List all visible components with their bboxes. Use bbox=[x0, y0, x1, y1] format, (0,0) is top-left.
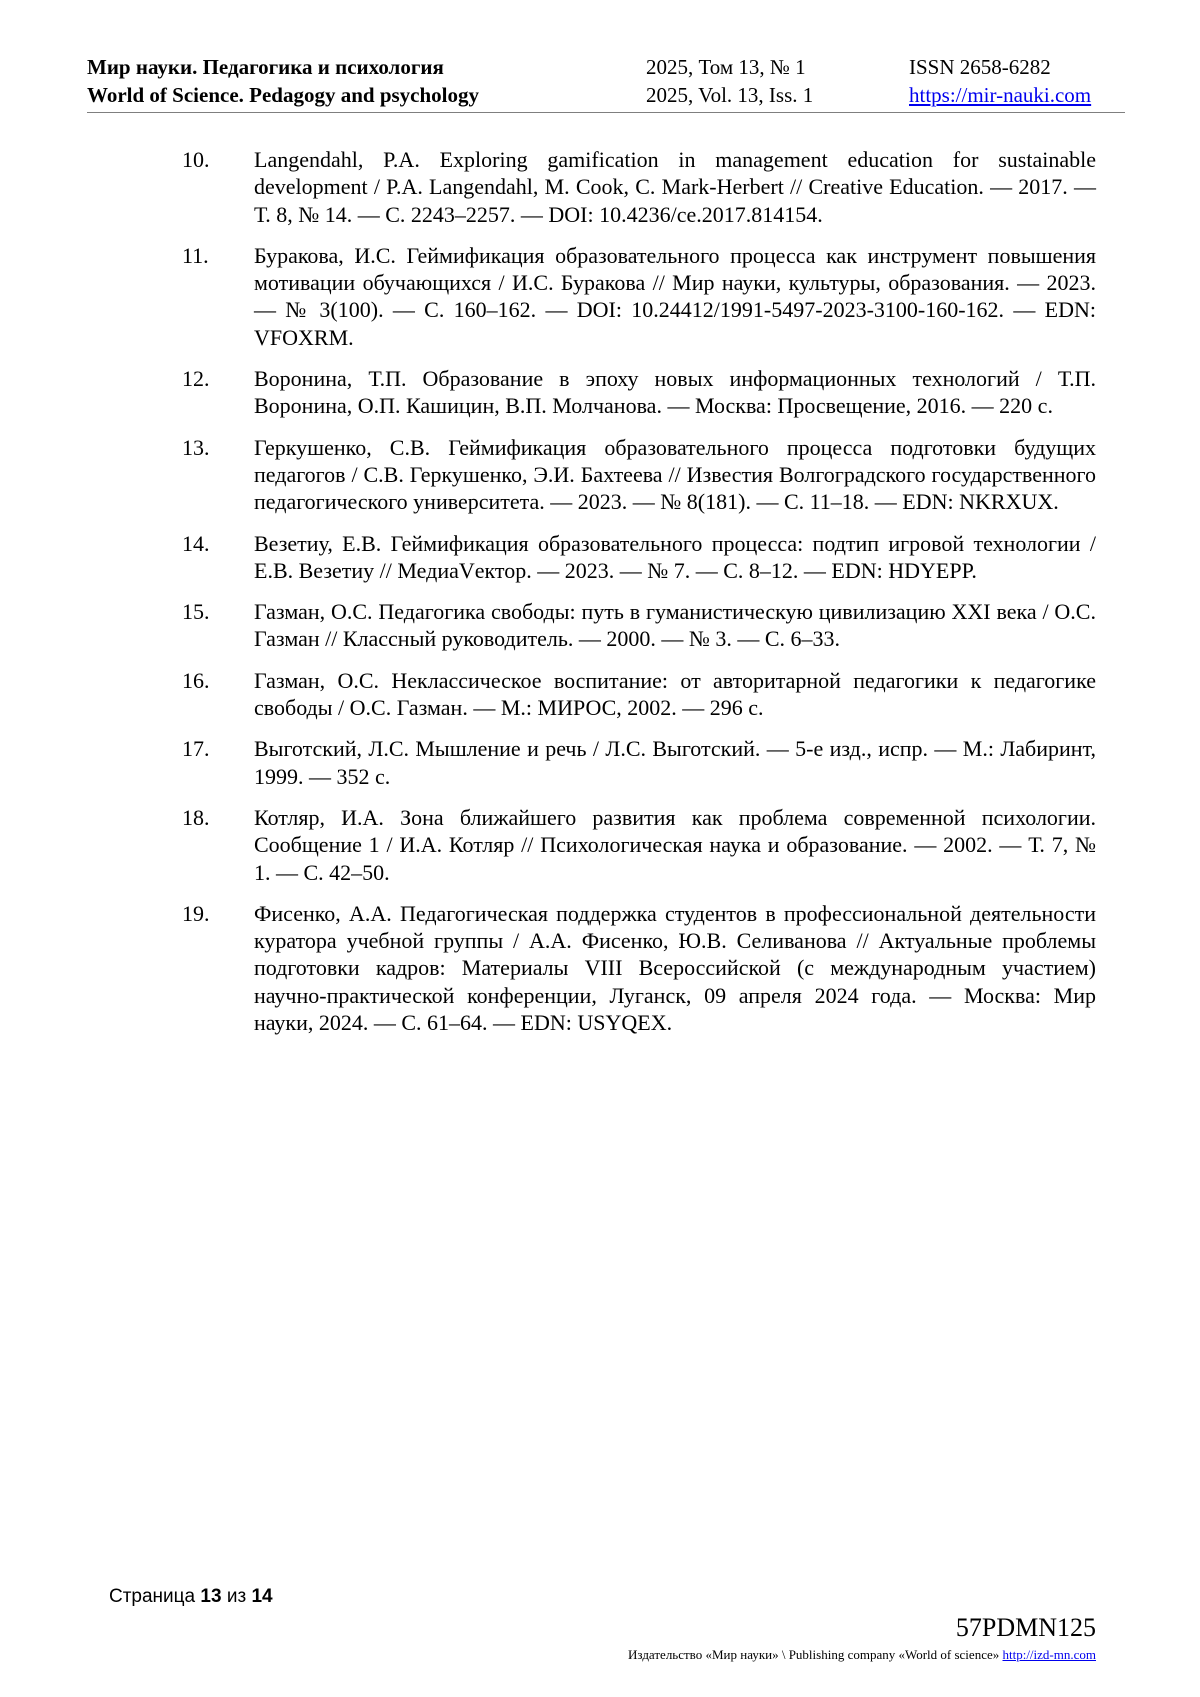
reference-item bbox=[182, 598, 1096, 653]
reference-number: 17. bbox=[182, 736, 210, 762]
reference-list bbox=[182, 146, 1096, 1050]
article-code: 57PDMN125 bbox=[955, 1613, 1096, 1642]
page-separator: из bbox=[226, 1586, 247, 1607]
reference-number: 10. bbox=[182, 147, 210, 172]
reference-text: Газман, О.С. Педагогика свободы: путь в гуманистическую цивилизацию XXI века / О.С. Газман // Классный руководитель. — 2000. — № 3. — С. 6–33. bbox=[254, 599, 1096, 652]
reference-number: 11. bbox=[182, 242, 209, 268]
publisher-line bbox=[628, 1647, 1096, 1663]
reference-number: 18. bbox=[182, 804, 210, 830]
reference-item bbox=[182, 804, 1096, 886]
reference-item bbox=[182, 365, 1096, 420]
reference-text: Langendahl, P.A. Exploring gamification in management education for sustainable development / P.A. Langendahl, M. Cook, C. Mark-Herbert // Creative Education. — 2017. — Т. 8, № 14. — С. 2243–2257. — DOI: 10.4236/ce.2017.814154. bbox=[254, 147, 1096, 227]
running-header bbox=[87, 52, 1125, 113]
reference-item bbox=[182, 900, 1096, 1036]
page-label: Страница bbox=[109, 1586, 196, 1607]
reference-text: Везетиу, Е.В. Геймификация образовательного процесса: подтип игровой технологии / Е.В. Везетиу // МедиаVектор. — 2023. — № 7. — С. 8–12. — EDN: HDYEPP. bbox=[254, 530, 1096, 583]
reference-number: 12. bbox=[182, 366, 210, 392]
publisher-text: Издательство «Мир науки» \ Publishing company «World of science» bbox=[628, 1647, 1000, 1662]
publisher-link[interactable]: http://izd-mn.com bbox=[1002, 1647, 1096, 1662]
reference-text: Воронина, Т.П. Образование в эпоху новых информационных технологий / Т.П. Воронина, О.П. Кашицин, В.П. Молчанова. — Москва: Просвещение, 2016. — 220 с. bbox=[254, 366, 1096, 419]
page-number bbox=[109, 1585, 273, 1609]
header-row-en bbox=[87, 82, 1125, 108]
reference-item bbox=[182, 735, 1096, 790]
page-total: 14 bbox=[251, 1586, 273, 1607]
reference-number: 19. bbox=[182, 900, 210, 926]
reference-text: Геркушенко, С.В. Геймификация образовательного процесса подготовки будущих педагогов / С.В. Геркушенко, Э.И. Бахтеева // Известия Волгоградского государственного педагогического университета. — 2023. — № 8(181). — С. 11–18. — EDN: NKRXUX. bbox=[254, 434, 1096, 515]
reference-number: 16. bbox=[182, 667, 210, 693]
reference-item bbox=[182, 667, 1096, 722]
reference-item bbox=[182, 146, 1096, 228]
reference-number: 13. bbox=[182, 434, 210, 460]
reference-text: Газман, О.С. Неклассическое воспитание: от авторитарной педагогики к педагогике свободы / О.С. Газман. — М.: МИРОС, 2002. — 296 с. bbox=[254, 667, 1096, 721]
reference-text: Выготский, Л.С. Мышление и речь / Л.С. Выготский. — 5-е изд., испр. — М.: Лабиринт, 1999. — 352 с. bbox=[254, 736, 1096, 789]
reference-number: 14. bbox=[182, 530, 210, 556]
reference-item bbox=[182, 434, 1096, 516]
reference-item bbox=[182, 242, 1096, 351]
issue-info-en: 2025, Vol. 13, Iss. 1 bbox=[646, 83, 814, 107]
issue-info-ru: 2025, Том 13, № 1 bbox=[646, 55, 806, 79]
header-row-ru bbox=[87, 54, 1125, 80]
reference-item bbox=[182, 530, 1096, 585]
reference-text: Котляр, И.А. Зона ближайшего развития как проблема современной психологии. Сообщение 1 / И.А. Котляр // Психологическая наука и образование. — 2002. — Т. 7, № 1. — С. 42–50. bbox=[254, 804, 1096, 885]
journal-title-en: World of Science. Pedagogy and psychology bbox=[87, 83, 480, 107]
reference-text: Фисенко, А.А. Педагогическая поддержка студентов в профессиональной деятельности куратора учебной группы / А.А. Фисенко, Ю.В. Селиванова // Актуальные проблемы подготовки кадров: Материалы VIII Всероссийской (с международным участием) научно-практической конференции, Луганск, 09 апреля 2024 года. — Москва: Мир науки, 2024. — С. 61–64. — EDN: USYQEX. bbox=[254, 900, 1096, 1036]
journal-title-ru: Мир науки. Педагогика и психология bbox=[87, 55, 444, 79]
page-current: 13 bbox=[200, 1586, 222, 1607]
reference-number: 15. bbox=[182, 599, 210, 625]
issn: ISSN 2658-6282 bbox=[909, 55, 1051, 79]
reference-text: Буракова, И.С. Геймификация образовательного процесса как инструмент повышения мотивации обучающихся / И.С. Буракова // Мир науки, культуры, образования. — 2023. — № 3(100). — С. 160–162. — DOI: 10.24412/1991-5497-2023-3100-160-162. — EDN: VFOXRM. bbox=[254, 242, 1096, 350]
journal-url-link[interactable]: https://mir-nauki.com bbox=[909, 83, 1092, 107]
